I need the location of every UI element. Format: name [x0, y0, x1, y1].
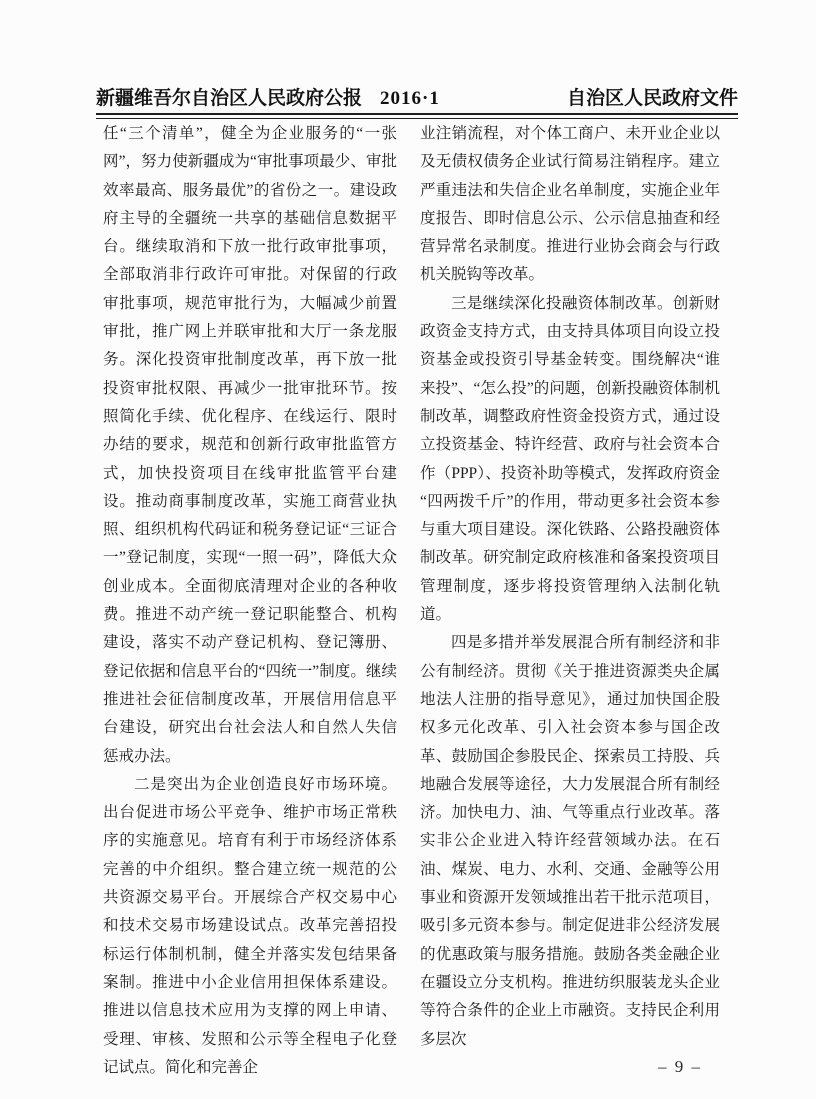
paragraph: 二是突出为企业创造良好市场环境。出台促进市场公平竞争、维护市场正常秩序的实施意见。培育有利于市场经济体系完善的中介组织。整合建立统一规范的公共资源交易平台。开展综合产权交易中心和技术交易市场建设试点。改革完善招投标运行体制机制，健全并落实发包结果备案制。推进中小企业信用担保体系建设。推进以信息技术应用为支撑的网上申请、受理、审核、发照和公示等全程电子化登记试点。简化和完善企 — [103, 775, 397, 1076]
paragraph: 任“三个清单”，健全为企业服务的“一张网”，努力使新疆成为“审批事项最少、审批效率最高、服务最优”的省份之一。建设政府主导的全疆统一共享的基础信息数据平台。继续取消和下放一批行政审批事项，全部取消非行政许可审批。对保留的行政审批事项，规范审批行为，大幅减少前置审批，推广网上并联审批和大厅一条龙服务。深化投资审批制度改革，再下放一批投资审批权限、再减少一批审批环节。按照简化手续、优化程序、在线运行、限时办结的要求，规范和创新行政审批监管方式，加快投资项目在线审批监管平台建设。推动商事制度改革，实施工商营业执照、组织机构代码证和税务登记证“三证合一”登记制度，实现“一照一码”，降低大众创业成本。全面彻底清理对企业的各种收费。推进不动产统一登记职能整合、机构建设，落实不动产登记机构、登记簿册、登记依据和信息平台的“四统一”制度。继续推进社会征信制度改革，开展信用信息平台建设，研究出台社会法人和自然人失信惩戒办法。 — [103, 125, 397, 765]
running-head — [96, 0, 738, 110]
paragraph: 三是继续深化投融资体制改革。创新财政资金支持方式，由支持具体项目向设立投资基金或投资引导基金转变。围绕解决“谁来投”、“怎么投”的问题，创新投融资体制机制改革，调整政府性资金投资方式，通过设立投资基金、特许经营、政府与社会资本合作（PPP）、投资补助等模式，发挥政府资金“四两拨千斤”的作用，带动更多社会资本参与重大项目建设。深化铁路、公路投融资体制改革。研究制定政府核准和备案投资项目管理制度，逐步将投资管理纳入法制化轨道。 — [420, 294, 720, 624]
page-number: – 9 – — [658, 1056, 702, 1076]
body-text — [103, 120, 816, 1082]
gazette-title: 新疆维吾尔自治区人民政府公报 — [96, 88, 363, 109]
paragraph: 四是多措并举发展混合所有制经济和非公有制经济。贯彻《关于推进资源类央企属地法人注册的指导意见》，通过加快国企股权多元化改革、引入社会资本参与国企改革、鼓励国企参股民企、探索员工持股、兵地融合发展等途径，大力发展混合所有制经济。加快电力、油、气等重点行业改革。落实非公企业进入特许经营领域办法。在石油、煤炭、电力、水利、交通、金融等公用事业和资源开发领域推出若干批示范项目，吸引多元资本参与。制定促进非公经济发展的优惠政策与服务措施。鼓励各类金融企业在疆设立分支机构。推进纺织服装龙头企业等符合条件的企业上市融资。支持民企利用多层次 — [420, 634, 720, 1048]
running-head-right — [567, 88, 738, 110]
running-head-left — [96, 88, 440, 110]
right-column — [420, 120, 720, 1082]
issue-number: 2016·1 — [380, 88, 440, 109]
section-title: 自治区人民政府文件 — [566, 88, 738, 109]
header-double-rule — [96, 113, 738, 119]
left-column — [103, 120, 397, 1082]
paragraph: 业注销流程，对个体工商户、未开业企业以及无债权债务企业试行简易注销程序。建立严重违法和失信企业名单制度，实施企业年度报告、即时信息公示、公示信息抽查和经营异常名录制度。推进行业协会商会与行政机关脱钩等改革。 — [420, 125, 720, 284]
